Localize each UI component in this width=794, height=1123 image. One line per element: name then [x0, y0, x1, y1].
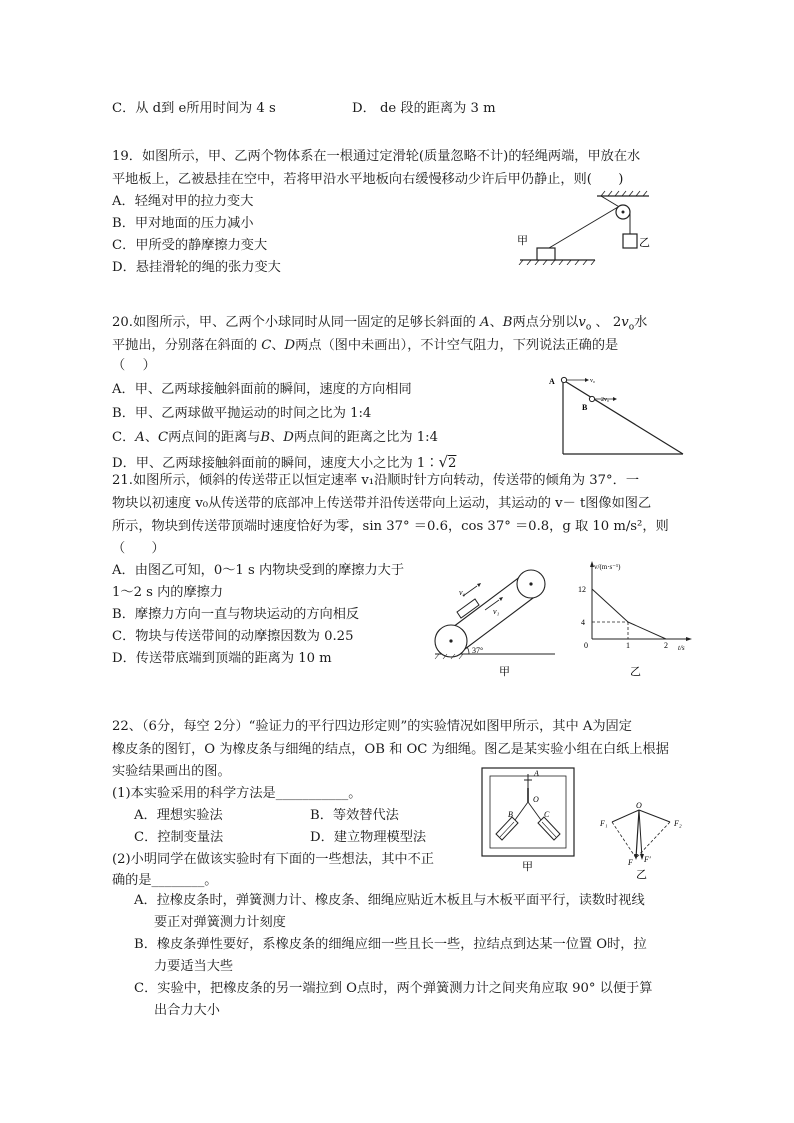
q22-jia-point-b: B — [508, 810, 513, 819]
q22-jia-point-c: C — [544, 810, 550, 819]
q20-point-b: B — [582, 403, 588, 412]
q22-yi-label-f1: F₁ — [600, 819, 608, 828]
q22-yi-point-o: O — [636, 801, 642, 810]
q20-point-a: A — [549, 377, 555, 386]
q20-option-a: A．甲、乙两球接触斜面前的瞬间，速度的方向相同 — [112, 382, 412, 397]
q22-option-a-line2: 要正对弹簧测力计刻度 — [154, 915, 286, 930]
q20-option-b: B．甲、乙两球做平抛运动的时间之比为 1:4 — [112, 406, 372, 421]
q22-force-diagram-yi — [596, 800, 692, 882]
q18-option-d: D． de 段的距离为 3 m — [352, 101, 496, 116]
q22-option-c-line2: 出合力大小 — [154, 1003, 220, 1018]
q22-sub1-option-c: C．控制变量法 — [134, 830, 224, 845]
q19-option-b: B．甲对地面的压力减小 — [112, 216, 254, 231]
q21-label-angle: 37° — [472, 646, 484, 655]
q22-jia-point-a: A — [534, 769, 539, 778]
q21-label-yi: 乙 — [630, 666, 641, 678]
vt-line-segment-2 — [628, 622, 666, 639]
q20-label-v0: v₀ — [590, 378, 596, 384]
q22-jia-point-o: O — [533, 795, 539, 804]
q22-sub1-option-a: A．理想实验法 — [134, 808, 223, 823]
q20-incline-figure — [545, 372, 685, 457]
q19-stem-line1: 19．如图所示，甲、乙两个物体系在一根通过定滑轮(质量忽略不计)的轻绳两端，甲放在水 — [112, 149, 641, 164]
q22-yi-label-f: F — [628, 858, 633, 867]
vt-xtick-2: 2 — [664, 641, 668, 650]
q19-label-jia: 甲 — [517, 235, 528, 247]
q22-sub2-line1: (2)小明同学在做该实验时有下面的一些想法，其中不正 — [112, 852, 434, 867]
q22-option-c-line1: C．实验中，把橡皮条的另一端拉到 O点时，两个弹簧测力计之间夹角应取 90° 以便于算 — [134, 981, 653, 996]
q22-sub1-option-b: B．等效替代法 — [310, 808, 399, 823]
q19-option-d: D．悬挂滑轮的绳的张力变大 — [112, 260, 281, 275]
q22-sub1: (1)本实验采用的科学方法是___________。 — [112, 786, 362, 801]
q19-pulley-figure — [515, 190, 665, 265]
q19-label-yi: 乙 — [639, 237, 650, 249]
q21-option-c: C．物块与传送带间的动摩擦因数为 0.25 — [112, 629, 354, 644]
q22-option-a-line1: A．拉橡皮条时，弹簧测力计、橡皮条、细绳应贴近木板且与木板平面平行，读数时视线 — [134, 893, 645, 908]
q21-stem-line2: 物块以初速度 v₀从传送带的底部冲上传送带并沿传送带向上运动，其运动的 v－ t图像如图乙 — [112, 496, 652, 511]
vt-xlabel: t/s — [678, 644, 685, 652]
q22-option-b-line1: B．橡皮条弹性要好，系橡皮条的细绳应细一些且长一些，拉结点到达某一位置 O时，拉 — [134, 937, 647, 952]
q22-yi-label-fprime: F′ — [644, 855, 651, 864]
q20-option-d: D．甲、乙两球接触斜面前的瞬间，速度大小之比为 1∶√2 — [112, 453, 457, 471]
q22-yi-label-f2: F₂ — [674, 819, 682, 828]
q20-option-c: C．A、C两点间的距离与B、D两点间的距离之比为 1:4 — [112, 430, 438, 445]
q19-stem-line2: 平地板上，乙被悬挂在空中，若将甲沿水平地板向右缓慢移动少许后甲仍静止，则( ) — [112, 172, 624, 187]
q21-stem-line1: 21.如图所示，倾斜的传送带正以恒定速率 v₁沿顺时针方向转动，传送带的倾角为 37°．一 — [112, 473, 640, 488]
vt-ylabel: v/(m·s⁻¹) — [594, 563, 621, 571]
q21-vt-graph — [570, 555, 700, 685]
q22-board-figure-jia — [478, 764, 582, 874]
q19-option-a: A．轻绳对甲的拉力变大 — [112, 194, 254, 209]
vt-origin: 0 — [584, 641, 588, 650]
vt-ytick-4: 4 — [581, 618, 585, 627]
q22-label-yi: 乙 — [636, 869, 647, 881]
q22-label-jia: 甲 — [522, 861, 533, 873]
q21-option-a-line2: 1～2 s 内的摩擦力 — [112, 585, 224, 600]
vt-ytick-12: 12 — [578, 585, 586, 594]
q21-option-d: D．传送带底端到顶端的距离为 10 m — [112, 651, 332, 666]
q21-conveyor-figure — [425, 565, 565, 680]
q22-option-b-line2: 力要适当大些 — [154, 959, 234, 974]
q19-option-c: C．甲所受的静摩擦力变大 — [112, 238, 268, 253]
q21-label-v0: v₀ — [459, 588, 466, 597]
q18-option-c: C．从 d到 e所用时间为 4 s — [112, 101, 276, 116]
q22-sub1-option-d: D．建立物理模型法 — [310, 830, 427, 845]
q22-stem-line2: 橡皮条的图钉，O 为橡皮条与细绳的结点，OB 和 OC 为细绳。图乙是某实验小组在白纸上根据 — [112, 742, 669, 757]
q22-stem-line1: 22、（6分，每空 2分）“验证力的平行四边形定则”的实验情况如图甲所示，其中 A为固定 — [112, 719, 632, 734]
q22-stem-line3: 实验结果画出的图。 — [112, 764, 231, 779]
q21-stem-line3: 所示，物块到传送带顶端时速度恰好为零，sin 37° ＝0.6，cos 37° ＝0.8，g 取 10 m/s²，则 — [112, 519, 669, 534]
q22-sub2-line2: 确的是________。 — [112, 873, 218, 888]
vt-xtick-1: 1 — [626, 641, 630, 650]
q20-stem-line3: （ ） — [112, 358, 156, 373]
q20-stem-line2: 平抛出，分别落在斜面的 C、D两点（图中未画出），不计空气阻力，下列说法正确的是 — [112, 338, 619, 353]
q21-stem-line4: （ ） — [112, 541, 165, 556]
q21-option-a-line1: A．由图乙可知，0～1 s 内物块受到的摩擦力大于 — [112, 563, 405, 578]
q20-stem-line1: 20.如图所示，甲、乙两个小球同时从同一固定的足够长斜面的 A、B两点分别以$v_o$ 、 $2v_o$水 — [112, 315, 648, 333]
q21-option-b: B．摩擦力方向一直与物块运动的方向相反 — [112, 607, 360, 622]
q21-label-v1: v₁ — [493, 607, 500, 616]
q20-label-2v0: 2v₀ — [601, 397, 610, 403]
q21-label-jia: 甲 — [499, 666, 510, 678]
vt-line-segment-1 — [592, 589, 628, 622]
